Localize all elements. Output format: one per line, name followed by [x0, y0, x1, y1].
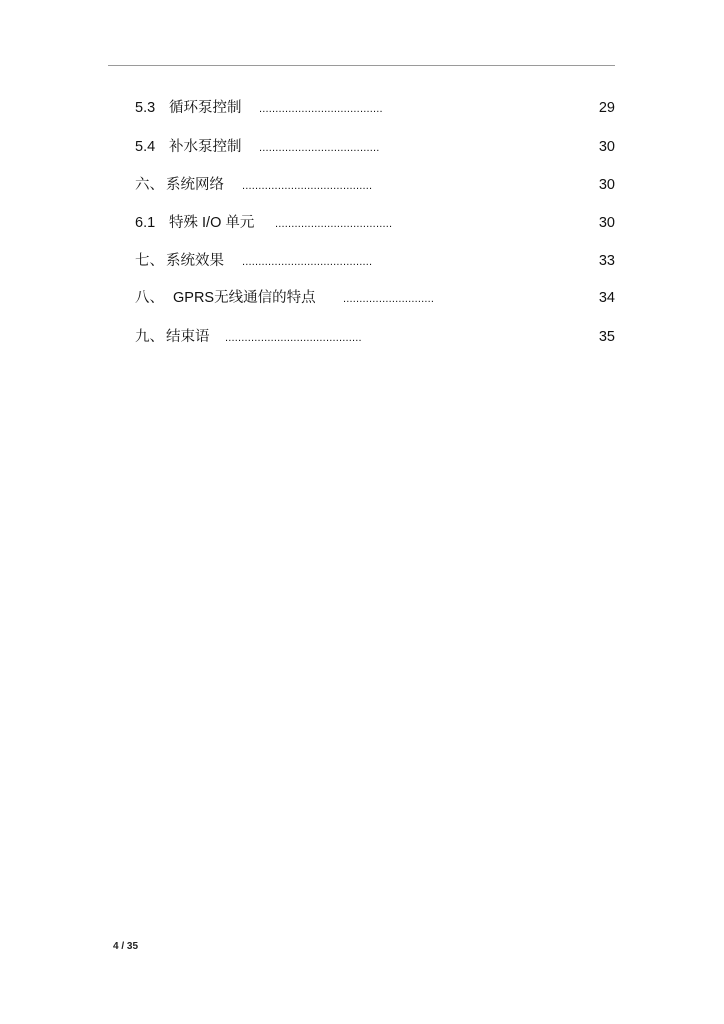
toc-entry-page: 30: [598, 177, 615, 193]
toc-entry-page: 35: [598, 329, 615, 345]
toc-entry-page: 34: [598, 290, 615, 306]
toc-entry-number: 六、: [135, 177, 164, 193]
toc-leader-dots: ........................................: [242, 180, 373, 192]
toc-entry-number: 九、: [135, 329, 164, 345]
toc-leader-dots: ....................................: [275, 218, 393, 230]
toc-entry-page: 30: [598, 215, 615, 231]
toc-entry-5-3[interactable]: [135, 98, 615, 118]
toc-entry-page: 30: [598, 139, 615, 155]
toc-leader-dots: .....................................: [259, 142, 380, 154]
toc-entry-number: 八、: [135, 290, 164, 306]
toc-entry-title: 系统网络: [166, 177, 224, 193]
toc-entry-title: 补水泵控制: [169, 139, 242, 155]
toc-entry-5-4[interactable]: [135, 137, 615, 157]
toc-leader-dots: ........................................: [242, 256, 373, 268]
toc-entry-title: 结束语: [166, 329, 210, 345]
toc-entry-number: 七、: [135, 253, 164, 269]
toc-entry-6[interactable]: [135, 175, 615, 195]
toc-entry-title: 系统效果: [166, 253, 224, 269]
toc-entry-6-1[interactable]: [135, 213, 615, 233]
page-number-indicator: 4 / 35: [113, 941, 139, 952]
toc-entry-title: GPRS无线通信的特点: [173, 290, 316, 306]
toc-entry-7[interactable]: [135, 251, 615, 271]
toc-entry-page: 29: [598, 100, 615, 116]
toc-entry-9[interactable]: [135, 327, 615, 347]
toc-entry-page: 33: [598, 253, 615, 269]
toc-entry-title: 循环泵控制: [169, 100, 242, 116]
toc-entry-number: 6.1: [135, 215, 156, 231]
toc-entry-8[interactable]: [135, 288, 615, 308]
toc-entry-number: 5.4: [135, 139, 156, 155]
toc-leader-dots: ..........................................: [225, 332, 362, 344]
toc-entry-title: 特殊 I/O 单元: [169, 215, 255, 231]
header-rule: [108, 65, 615, 66]
toc-leader-dots: ............................: [343, 293, 435, 305]
toc-leader-dots: ......................................: [259, 103, 383, 115]
toc-entry-number: 5.3: [135, 100, 156, 116]
